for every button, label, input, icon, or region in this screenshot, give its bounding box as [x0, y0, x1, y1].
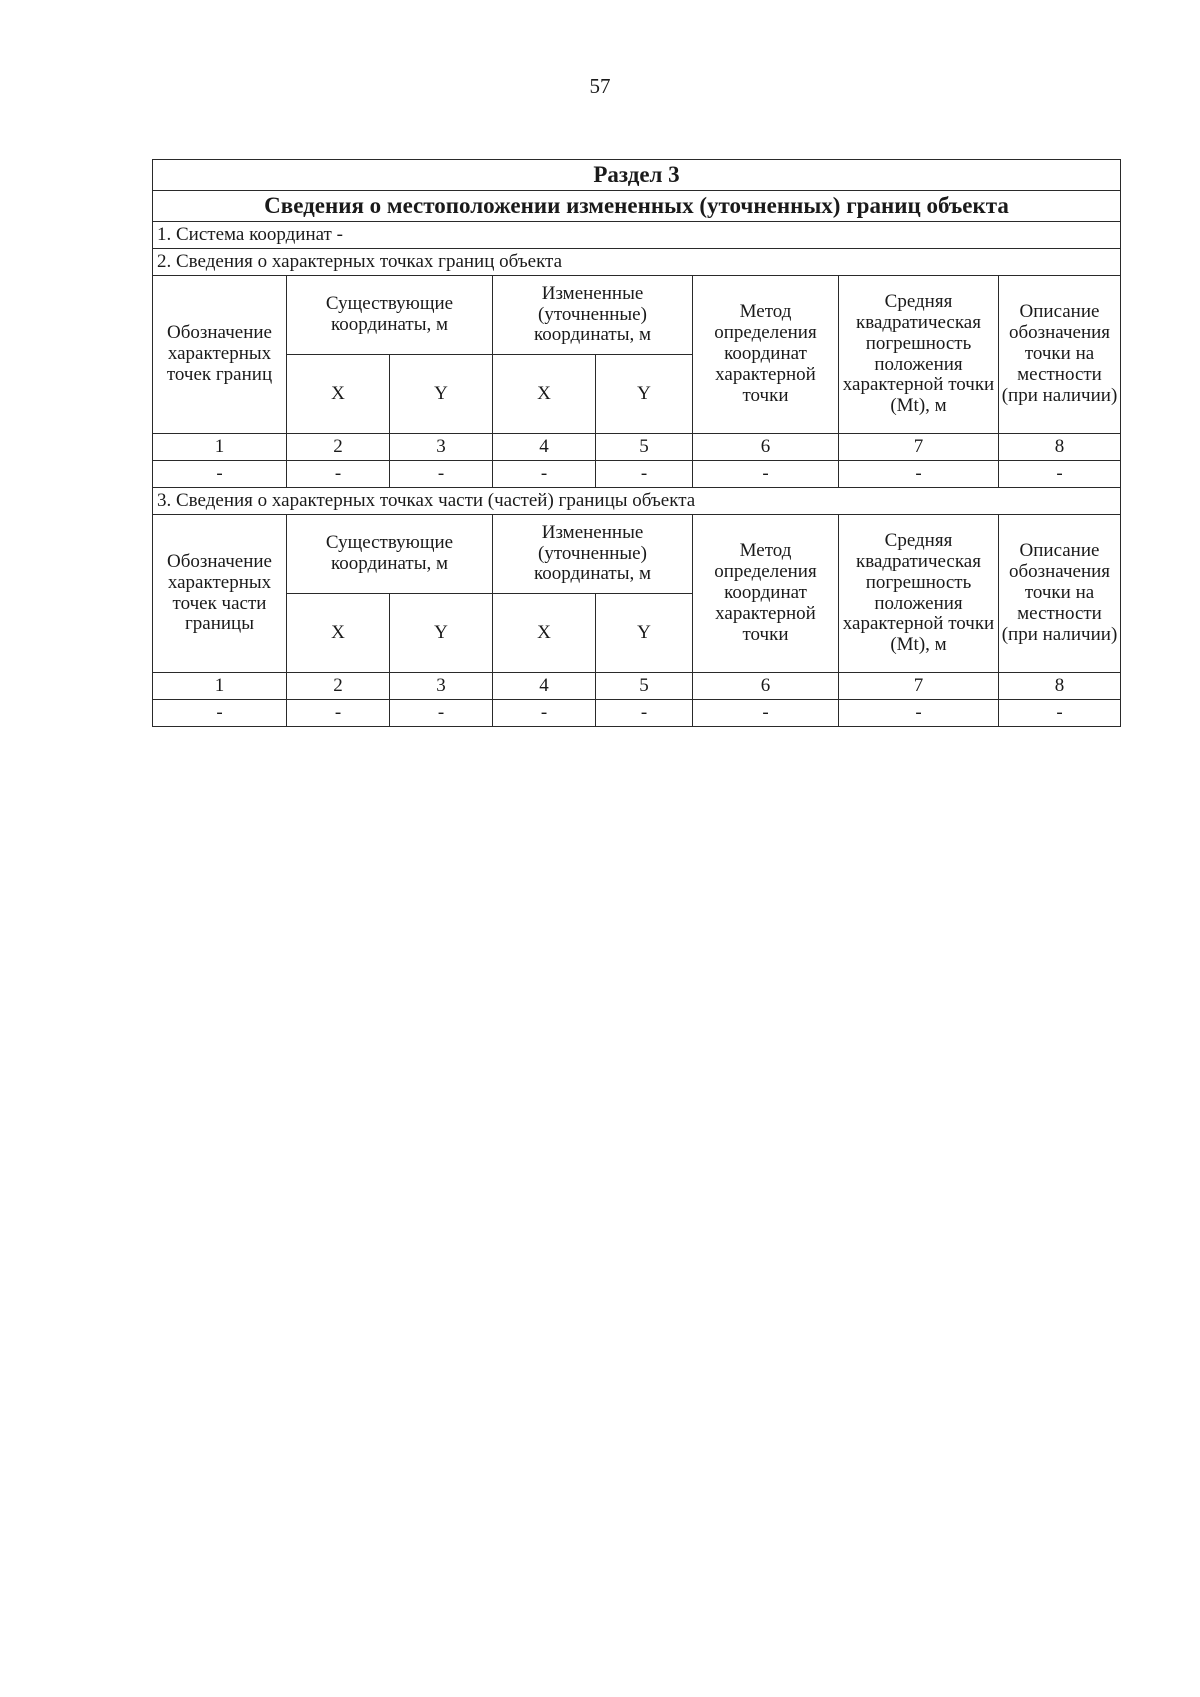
block1-header-description: Описание обозначения точки на местности (при наличии): [999, 276, 1121, 434]
block2-header-existing: Существующие координаты, м: [287, 515, 493, 594]
table-cell: -: [493, 461, 596, 488]
block2-header-method: Метод определения координат характерной точки: [693, 515, 839, 673]
block1-header-designation: Обозначение характерных точек границ: [153, 276, 287, 434]
table-cell: -: [999, 461, 1121, 488]
block1-colnum: 1: [153, 434, 287, 461]
block1-header-y-existing: Y: [390, 355, 493, 434]
block2-header-y-changed: Y: [596, 594, 693, 673]
block1-colnum: 5: [596, 434, 693, 461]
table-cell: -: [287, 461, 390, 488]
coord-system-line: 1. Система координат -: [153, 222, 1121, 249]
block2-colnum: 5: [596, 673, 693, 700]
block1-colnum: 6: [693, 434, 839, 461]
table-cell: -: [839, 461, 999, 488]
table-cell: -: [693, 700, 839, 727]
block2-colnum: 2: [287, 673, 390, 700]
block2-colnum: 6: [693, 673, 839, 700]
block1-column-numbers: [153, 434, 1121, 461]
block1-header-changed: Измененные (уточненные) координаты, м: [493, 276, 693, 355]
block2-colnum: 3: [390, 673, 493, 700]
table-row: [153, 700, 1121, 727]
block2-header-x-changed: X: [493, 594, 596, 673]
block1-header-existing: Существующие координаты, м: [287, 276, 493, 355]
table-cell: -: [390, 700, 493, 727]
table-cell: -: [596, 700, 693, 727]
table-cell: -: [153, 700, 287, 727]
table-cell: -: [390, 461, 493, 488]
section-3-table: [152, 159, 1121, 727]
table-cell: -: [596, 461, 693, 488]
block1-header-y-changed: Y: [596, 355, 693, 434]
block2-header-x-existing: X: [287, 594, 390, 673]
block1-header-x-existing: X: [287, 355, 390, 434]
block2-colnum: 8: [999, 673, 1121, 700]
block2-colnum: 7: [839, 673, 999, 700]
table-cell: -: [693, 461, 839, 488]
table-cell: -: [287, 700, 390, 727]
block1-colnum: 4: [493, 434, 596, 461]
block1-header-x-changed: X: [493, 355, 596, 434]
block1-title: 2. Сведения о характерных точках границ объекта: [153, 249, 1121, 276]
block2-header-description: Описание обозначения точки на местности (при наличии): [999, 515, 1121, 673]
section-title: Раздел 3: [153, 160, 1121, 191]
block1-header-rmse: Средняя квадратическая погрешность положения характерной точки (Mt), м: [839, 276, 999, 434]
block2-header-changed: Измененные (уточненные) координаты, м: [493, 515, 693, 594]
section-subtitle: Сведения о местоположении измененных (уточненных) границ объекта: [153, 191, 1121, 222]
block1-colnum: 2: [287, 434, 390, 461]
table-cell: -: [493, 700, 596, 727]
block2-header-y-existing: Y: [390, 594, 493, 673]
table-row: [153, 461, 1121, 488]
table-cell: -: [999, 700, 1121, 727]
block2-colnum: 4: [493, 673, 596, 700]
block2-header-designation: Обозначение характерных точек части границы: [153, 515, 287, 673]
block1-colnum: 8: [999, 434, 1121, 461]
block1-colnum: 3: [390, 434, 493, 461]
block2-colnum: 1: [153, 673, 287, 700]
page-number: 57: [589, 74, 611, 98]
block2-header-rmse: Средняя квадратическая погрешность положения характерной точки (Mt), м: [839, 515, 999, 673]
table-cell: -: [153, 461, 287, 488]
table-cell: -: [839, 700, 999, 727]
block1-colnum: 7: [839, 434, 999, 461]
block2-column-numbers: [153, 673, 1121, 700]
block1-header-method: Метод определения координат характерной точки: [693, 276, 839, 434]
block2-title: 3. Сведения о характерных точках части (частей) границы объекта: [153, 488, 1121, 515]
